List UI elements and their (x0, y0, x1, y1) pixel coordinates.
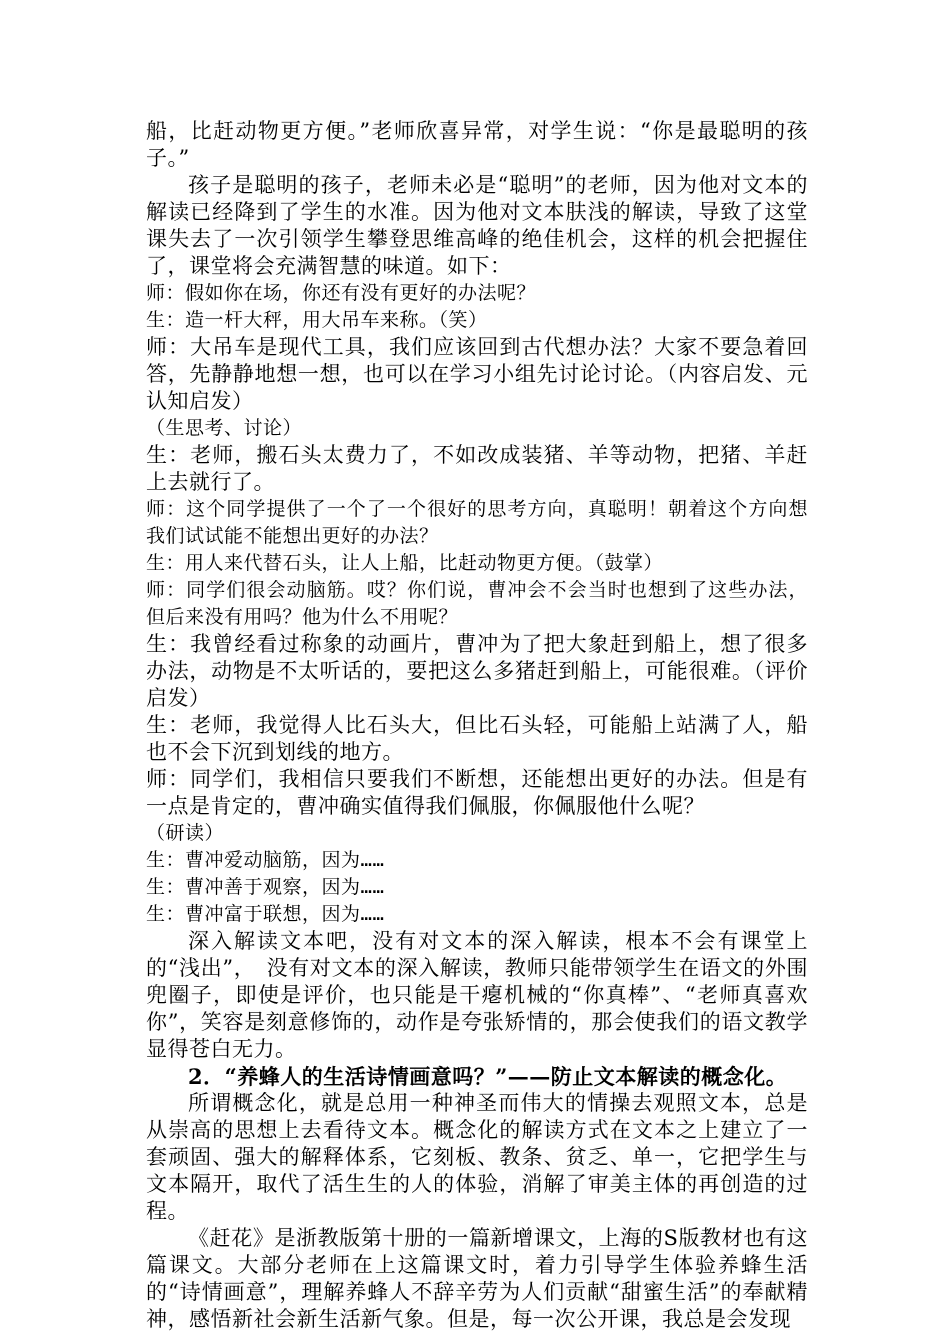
dialog-line: 生：曹冲富于联想，因为…… (146, 903, 385, 925)
dialog-line: （研读） (146, 822, 225, 844)
document-page (146, 118, 808, 1333)
dialog-line: 生：老师，搬石头太费力了，不如改成装猪、羊等动物，把猪、羊赶上去就行了。 (146, 443, 808, 494)
section-heading: 2．“养蜂人的生活诗情画意吗？”——防止文本解读的概念化。 (188, 1064, 788, 1089)
dialog-line: 生：曹冲善于观察，因为…… (146, 876, 385, 898)
dialog-line: 师：大吊车是现代工具，我们应该回到古代想办法？大家不要急着回答，先静静地想一想，也可以在学习小组先讨论讨论。（内容启发、元认知启发） (146, 335, 808, 413)
dialog-line: 生：我曾经看过称象的动画片，曹冲为了把大象赶到船上，想了很多办法，动物是不太听话的，要把这么多猪赶到船上，可能很难。（评价启发） (146, 632, 808, 710)
dialog-line: 生：老师，我觉得人比石头大，但比石头轻，可能船上站满了人，船也不会下沉到划线的地方。 (146, 713, 808, 764)
dialog-line: 生：造一杆大秤，用大吊车来称。（笑） (146, 309, 488, 331)
dialog-line: 师：同学们，我相信只要我们不断想，还能想出更好的办法。但是有一点是肯定的，曹冲确实值得我们佩服，你佩服他什么呢？ (146, 767, 808, 818)
paragraph: 所谓概念化，就是总用一种神圣而伟大的情操去观照文本，总是从崇高的思想上去看待文本。概念化的解读方式在文本之上建立了一套顽固、强大的解释体系，它刻板、教条、贫乏、单一，它把学生与文本隔开，取代了活生生的人的体验，消解了审美主体的再创造的过程。 (146, 1091, 808, 1223)
paragraph: 《赶花》是浙教版第十册的一篇新增课文，上海的S版教材也有这篇课文。大部分老师在上这篇课文时，着力引导学生体验养蜂生活的“诗情画意”，理解养蜂人不辞辛劳为人们贡献“甜蜜生活”的奉献精神，感悟新社会新生活新气象。但是，每一次公开课，我总是会发现 (146, 1226, 808, 1331)
dialog-line: 生：用人来代替石头，让人上船，比赶动物更方便。（鼓掌） (146, 552, 664, 574)
dialog-line: 师：假如你在场，你还有没有更好的办法呢？ (146, 282, 537, 304)
dialog-line: （生思考、讨论） (146, 417, 303, 439)
dialog-line: 生：曹冲爱动脑筋，因为…… (146, 849, 385, 871)
paragraph: 深入解读文本吧，没有对文本的深入解读，根本不会有课堂上的“浅出”， 没有对文本的深入解读，教师只能带领学生在语文的外围兜圈子，即使是评价，也只能是干瘪机械的“你真棒”、“老师真喜欢你”，笑容是刻意修饰的，动作是夸张矫情的，那会使我们的语文教学显得苍白无力。 (146, 929, 808, 1061)
dialog-line: 师：同学们很会动脑筋。哎？你们说，曹冲会不会当时也想到了这些办法，但后来没有用吗？他为什么不用呢？ (146, 579, 808, 628)
dialog-line: 师：这个同学提供了一个了一个很好的思考方向，真聪明！朝着这个方向想我们试试能不能想出更好的办法？ (146, 498, 808, 547)
paragraph: 船，比赶动物更方便。”老师欣喜异常，对学生说：“你是最聪明的孩子。” (146, 119, 808, 170)
paragraph: 孩子是聪明的孩子，老师未必是“聪明”的老师，因为他对文本的解读已经降到了学生的水准。因为他对文本肤浅的解读，导致了这堂课失去了一次引领学生攀登思维高峰的绝佳机会，这样的机会把握住了，课堂将会充满智慧的味道。如下： (146, 173, 808, 278)
